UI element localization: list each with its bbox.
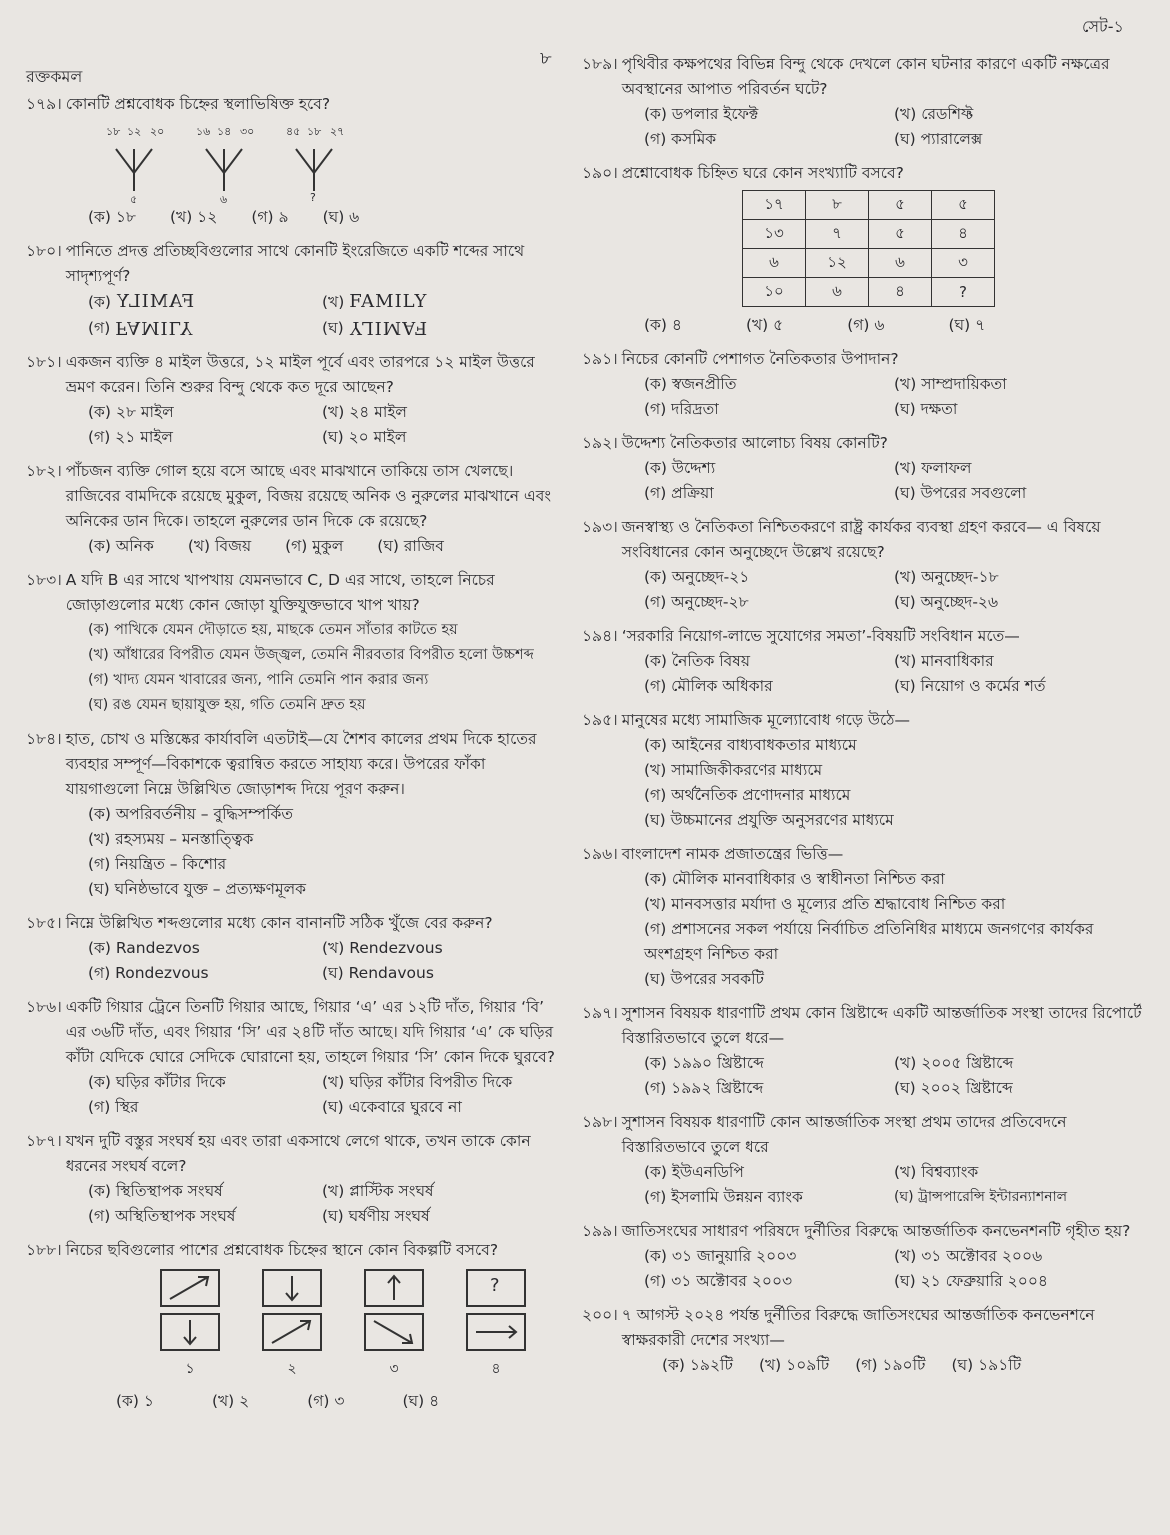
figure-option-3[interactable] (364, 1313, 424, 1351)
question-197 (582, 1001, 1144, 1101)
options (26, 289, 556, 341)
figure-label: ৪ (491, 1361, 501, 1377)
grid-cell: ৬ (869, 249, 932, 278)
question-number: ১৭৯। (26, 95, 62, 113)
question-193 (582, 515, 1144, 615)
option-kha[interactable]: (খ) মানবসত্তার মর্যাদা ও মূল্যের প্রতি শ্রদ্ধাবোধ নিশ্চিত করা (644, 895, 1006, 913)
option-gha[interactable]: (ঘ) ট্রান্সপারেন্সি ইন্টারন্যাশনাল (894, 1189, 1068, 1205)
option-ka[interactable]: (ক) অপরিবর্তনীয় – বুদ্ধিসম্পর্কিত (88, 805, 293, 823)
option-label: (ক) (88, 293, 111, 311)
options (26, 205, 556, 230)
option-ka[interactable]: (ক) ৪ (644, 316, 682, 334)
options (582, 372, 1144, 422)
question-number: ১৯৭। (582, 1004, 618, 1022)
option-ga[interactable]: (গ) ১৯০টি (855, 1356, 926, 1374)
question-200 (582, 1303, 1144, 1378)
figure-labels (26, 1357, 556, 1381)
question-number: ১৯৬। (582, 845, 618, 863)
option-ga[interactable]: (গ) কসমিক (644, 130, 717, 148)
grid-cell: ১০ (743, 278, 806, 307)
figure-sequence-row (26, 1269, 556, 1307)
option-gha[interactable]: (ঘ) ঘনিষ্ঠভাবে যুক্ত – প্রত্যক্ষণমূলক (88, 880, 306, 898)
option-gha[interactable]: (ঘ) ২১ ফেব্রুয়ারি ২০০৪ (894, 1272, 1048, 1290)
set-label: সেট-১ (1082, 17, 1124, 36)
question-192 (582, 431, 1144, 506)
options (26, 936, 556, 986)
question-text: মানুষের মধ্যে সামাজিক মূল্যোবোধ গড়ে উঠে— (621, 711, 910, 729)
question-195 (582, 708, 1144, 833)
option-ga[interactable]: (গ) অর্থনৈতিক প্রণোদনার মাধ্যমে (644, 786, 851, 804)
figure-question-mark (466, 1269, 526, 1307)
question-number: ১৮৪। (26, 730, 62, 748)
question-199 (582, 1219, 1144, 1294)
option-gha[interactable]: (ঘ) ৪ (402, 1392, 440, 1410)
mirrored-word: FAMILY (115, 291, 195, 312)
option-kha[interactable] (322, 289, 556, 315)
question-number: ১৮৬। (26, 998, 62, 1016)
left-column (26, 92, 556, 1423)
option-gha[interactable]: (ঘ) রঙ যেমন ছায়াযুক্ত হয়, গতি তেমনি দ্রুত হয় (88, 697, 366, 713)
option-gha[interactable]: (ঘ) দক্ষতা (894, 400, 958, 418)
option-ka[interactable]: (ক) অনিক (88, 537, 154, 555)
grid-row (743, 249, 995, 278)
question-180 (26, 239, 556, 341)
grid-row (743, 220, 995, 249)
question-text: ৭ আগস্ট ২০২৪ পর্যন্ত দুর্নীতির বিরুদ্ধে জাতিসংঘের আন্তর্জাতিক কনভেনশনে স্বাক্ষরকারী দেশের সংখ্যা— (621, 1306, 1095, 1349)
option-gha[interactable]: (ঘ) উপরের সবগুলো (894, 484, 1027, 502)
grid-cell: ৪ (932, 220, 995, 249)
tree-number: ১৮ (106, 125, 121, 138)
right-column (582, 52, 1144, 1387)
options (582, 1160, 1144, 1210)
options (26, 534, 556, 559)
option-ka[interactable]: (ক) পাখিকে যেমন দৌড়াতে হয়, মাছকে তেমন সাঁতার কাটতে হয় (88, 622, 458, 638)
option-ga[interactable]: (গ) মুকুল (285, 537, 344, 555)
question-text: পৃথিবীর কক্ষপথের বিভিন্ন বিন্দু থেকে দেখলে কোন ঘটনার কারণে একটি নক্ষত্রের অবস্থানের আপাত পরিবর্তন ঘটে? (621, 55, 1110, 98)
question-number: ১৯৪। (582, 627, 618, 645)
tree-number: ৩০ (240, 125, 255, 138)
option-gha[interactable]: (ঘ) উচ্চমানের প্রযুক্তি অনুসরণের মাধ্যমে (644, 811, 894, 829)
question-number: ১৯২। (582, 434, 618, 452)
option-ka[interactable]: (ক) স্থিতিস্থাপক সংঘর্ষ (88, 1182, 223, 1200)
number-grid (742, 190, 995, 307)
option-label: (গ) (88, 319, 111, 337)
option-kha[interactable]: (খ) ২ (211, 1392, 250, 1410)
question-186 (26, 995, 556, 1120)
tree-number: ১৬ (196, 125, 211, 138)
option-ka[interactable]: (ক) স্বজনপ্রীতি (644, 375, 737, 393)
option-ga[interactable]: (গ) অস্থিতিস্থাপক সংঘর্ষ (88, 1207, 236, 1225)
option-kha[interactable]: (খ) ঘড়ির কাঁটার বিপরীত দিকে (322, 1073, 513, 1091)
option-ka[interactable]: (ক) ইউএনডিপি (644, 1163, 744, 1181)
option-ga[interactable]: (গ) Rondezvous (88, 964, 209, 982)
option-kha[interactable]: (খ) ৫ (745, 316, 784, 334)
option-gha[interactable]: (ঘ) ২০ মাইল (322, 428, 407, 446)
question-text: যখন দুটি বস্তুর সংঘর্ষ হয় এবং তারা একসাথে লেগে থাকে, তখন তাকে কোন ধরনের সংঘর্ষ বলে? (65, 1132, 531, 1175)
question-198 (582, 1110, 1144, 1210)
options (582, 313, 1144, 338)
tree-number: ১৮ (307, 125, 322, 138)
question-187 (26, 1129, 556, 1229)
question-number: ১৮৩। (26, 571, 62, 589)
figure-option-2[interactable] (262, 1313, 322, 1351)
figure-diagonal-arrow (160, 1269, 220, 1307)
option-ga[interactable]: (গ) দরিদ্রতা (644, 400, 719, 418)
option-kha[interactable]: (খ) বিজয় (187, 537, 252, 555)
option-label: (ঘ) (322, 319, 344, 337)
page-number: ৮ (540, 48, 552, 69)
options (26, 1179, 556, 1229)
question-text: একটি গিয়ার ট্রেনে তিনটি গিয়ার আছে, গিয়ার ‘এ’ এর ১২টি দাঁত, গিয়ার ‘বি’ এর ৩৬টি দাঁত, এবং গিয়ার ‘সি’ এর ২৪টি দাঁত আছে। যদি গিয়ার ‘এ’ কে ঘড়ির কাঁটা যেদিকে ঘোরে সেদিকে ঘোরানো হয়, তাহলে গিয়ার ‘সি’ কোন দিকে ঘুরবে? (65, 998, 555, 1066)
option-ga[interactable]: (গ) প্রশাসনের সকল পর্যায়ে নির্বাচিত প্রতিনিধির মাধ্যমে জনগণের কার্যকর অংশগ্রহণ নিশ্চিত করা (644, 920, 1094, 963)
option-kha[interactable]: (খ) ২৪ মাইল (322, 403, 407, 421)
question-text: প্রশ্নোবোধক চিহ্নিত ঘরে কোন সংখ্যাটি বসবে? (621, 164, 904, 182)
option-gha[interactable]: (ঘ) অনুচ্ছেদ-২৬ (894, 593, 999, 611)
tree-number: ১৪ (217, 125, 232, 138)
question-number: ২০০। (582, 1306, 618, 1324)
grid-cell: ১৩ (743, 220, 806, 249)
question-number: ১৮১। (26, 353, 62, 371)
question-number: ১৮২। (26, 462, 62, 480)
question-number: ১৯১। (582, 350, 618, 368)
option-ka[interactable]: (ক) নৈতিক বিষয় (644, 652, 750, 670)
options (26, 802, 556, 902)
option-kha[interactable]: (খ) সামাজিকীকরণের মাধ্যমে (644, 761, 823, 779)
question-text: নিচের ছবিগুলোর পাশের প্রশ্নবোধক চিহ্নের স্থানে কোন বিকল্পটি বসবে? (65, 1241, 499, 1259)
option-ka[interactable]: (ক) অনুচ্ছেদ-২১ (644, 568, 750, 586)
grid-cell: ৭ (806, 220, 869, 249)
options (26, 400, 556, 450)
question-182 (26, 459, 556, 559)
option-gha[interactable]: (ঘ) রাজিব (377, 537, 444, 555)
option-ga[interactable]: (গ) ২১ মাইল (88, 428, 173, 446)
grid-cell: ৬ (743, 249, 806, 278)
option-ga[interactable]: (গ) স্থির (88, 1098, 139, 1116)
option-ga[interactable]: (গ) ৩১ অক্টোবর ২০০৩ (644, 1272, 793, 1290)
options (582, 565, 1144, 615)
question-number: ১৮৫। (26, 914, 62, 932)
tree-number: ? (310, 191, 316, 204)
option-gha[interactable]: (ঘ) ২০০২ খ্রিষ্টাব্দে (894, 1079, 1013, 1097)
option-kha[interactable]: (খ) প্লাস্টিক সংঘর্ষ (322, 1182, 434, 1200)
grid-cell: ৪ (869, 278, 932, 307)
option-label: (খ) (322, 293, 345, 311)
grid-cell: ৫ (932, 191, 995, 220)
question-text: কোনটি প্রশ্নবোধক চিহ্নের স্থলাভিষিক্ত হবে? (65, 95, 331, 113)
question-number: ১৯৫। (582, 711, 618, 729)
options (582, 733, 1144, 833)
question-190 (582, 161, 1144, 338)
question-185 (26, 911, 556, 986)
option-ga[interactable]: (গ) খাদ্য যেমন খাবারের জন্য, পানি তেমনি পান করার জন্য (88, 672, 429, 688)
options (582, 1244, 1144, 1294)
option-gha[interactable]: (ঘ) ৬ (322, 208, 360, 226)
grid-cell: ৮ (806, 191, 869, 220)
option-ka[interactable]: (ক) ১ (116, 1392, 154, 1410)
question-number: ১৯৮। (582, 1113, 618, 1131)
question-mark: ? (490, 1275, 500, 1296)
question-183 (26, 568, 556, 718)
question-189 (582, 52, 1144, 152)
tree-number: ২০ (150, 125, 165, 138)
figure-label: ১ (185, 1361, 195, 1377)
figure-option-1[interactable] (160, 1313, 220, 1351)
question-number: ১৮৯। (582, 55, 618, 73)
option-ka[interactable] (88, 289, 322, 315)
publisher-label: রক্তকমল (26, 67, 83, 86)
question-text: হাত, চোখ ও মস্তিষ্কের কার্যাবলি এতটাই—যে শৈশব কালের প্রথম দিকে হাতের ব্যবহার সম্পূর্ণ—বিকাশকে ত্বরান্বিত করতে সাহায্য করে। উপরের ফাঁকা যায়গাগুলো নিম্নে উল্লিখিত জোড়াশব্দ দিয়ে পূরণ করুন। (65, 730, 537, 798)
grid-cell: ? (932, 278, 995, 307)
option-gha[interactable] (322, 315, 556, 341)
question-191 (582, 347, 1144, 422)
options (582, 649, 1144, 699)
question-number: ১৮৮। (26, 1241, 62, 1259)
option-ka[interactable]: (ক) ২৮ মাইল (88, 403, 174, 421)
question-number: ১৯৩। (582, 518, 618, 536)
options (26, 618, 556, 718)
grid-cell: ৩ (932, 249, 995, 278)
question-number: ১৮৭। (26, 1132, 62, 1150)
grid-row (743, 278, 995, 307)
option-ka[interactable]: (ক) Randezvos (88, 939, 200, 957)
option-ga[interactable]: (গ) ৬ (847, 316, 885, 334)
question-text: নিচের কোনটি পেশাগত নৈতিকতার উপাদান? (621, 350, 899, 368)
options (26, 1070, 556, 1120)
tree-number: ৪৫ (286, 125, 301, 138)
grid-cell: ৫ (869, 220, 932, 249)
options (582, 102, 1144, 152)
option-ga[interactable]: (গ) অনুচ্ছেদ-২৮ (644, 593, 749, 611)
question-text: জনস্বাস্থ্য ও নৈতিকতা নিশ্চিতকরণে রাষ্ট্র কার্যকর ব্যবস্থা গ্রহণ করবে— এ বিষয়ে সংবিধানের কোন অনুচ্ছেদে উল্লেখ রয়েছে? (621, 518, 1101, 561)
option-ga[interactable]: (গ) ইসলামি উন্নয়ন ব্যাংক (644, 1188, 803, 1206)
option-gha[interactable]: (ঘ) ৭ (948, 316, 986, 334)
option-ka[interactable]: (ক) উদ্দেশ্য (644, 459, 716, 477)
option-ka[interactable]: (ক) ডপলার ইফেক্ট (644, 105, 759, 123)
options (26, 1389, 556, 1414)
question-179 (26, 92, 556, 230)
grid-cell: ১২ (806, 249, 869, 278)
option-ka[interactable]: (ক) ৩১ জানুয়ারি ২০০৩ (644, 1247, 797, 1265)
option-kha[interactable]: (খ) Rendezvous (322, 939, 443, 957)
question-text: উদ্দেশ্য নৈতিকতার আলোচ্য বিষয় কোনটি? (621, 434, 888, 452)
tree-number: ৬ (220, 193, 228, 206)
normal-word: FAMILY (349, 291, 428, 312)
option-gha[interactable]: (ঘ) নিয়োগ ও কর্মের শর্ত (894, 677, 1046, 695)
flipped-word: FAMILY (115, 317, 194, 338)
option-ga[interactable] (88, 315, 322, 341)
option-ga[interactable]: (গ) মৌলিক অধিকার (644, 677, 773, 695)
option-kha[interactable]: (খ) ফলাফল (894, 459, 972, 477)
option-gha[interactable]: (ঘ) ১৯১টি (951, 1356, 1022, 1374)
options (582, 456, 1144, 506)
tree-figure (86, 119, 556, 206)
option-kha[interactable]: (খ) বিশ্বব্যাংক (894, 1163, 979, 1181)
figure-label: ৩ (389, 1361, 399, 1377)
question-188 (26, 1238, 556, 1414)
figure-up-arrow (364, 1269, 424, 1307)
option-gha[interactable]: (ঘ) Rendavous (322, 964, 434, 982)
option-ka[interactable]: (ক) মৌলিক মানবাধিকার ও স্বাধীনতা নিশ্চিত করা (644, 870, 945, 888)
option-kha[interactable]: (খ) ১২ (169, 208, 218, 226)
question-text: পাঁচজন ব্যক্তি গোল হয়ে বসে আছে এবং মাঝখানে তাকিয়ে তাস খেলছে। রাজিবের বামদিকে রয়েছে মুকুল, বিজয় রয়েছে অনিক ও নুরুলের মাঝখানে এবং অনিকের ডান দিকে। তাহলে নুরুলের ডান দিকে কে রয়েছে? (65, 462, 551, 530)
question-text: A যদি B এর সাথে খাপখায় যেমনভাবে C, D এর সাথে, তাহলে নিচের জোড়াগুলোর মধ্যে কোন জোড়া যুক্তিযুক্তভাবে খাপ খায়? (65, 571, 495, 614)
question-text: পানিতে প্রদত্ত প্রতিচ্ছবিগুলোর সাথে কোনটি ইংরেজিতে একটি শব্দের সাথে সাদৃশ্যপূর্ণ? (65, 242, 525, 285)
option-ka[interactable]: (ক) ১৯২টি (662, 1356, 733, 1374)
option-kha[interactable]: (খ) ১০৯টি (758, 1356, 830, 1374)
grid-row (743, 191, 995, 220)
figure-down-arrow (262, 1269, 322, 1307)
rotated-word: FAMILY (348, 317, 427, 338)
option-ga[interactable]: (গ) ৯ (251, 208, 289, 226)
option-ga[interactable]: (গ) প্রক্রিয়া (644, 484, 714, 502)
question-181 (26, 350, 556, 450)
question-text: সুশাসন বিষয়ক ধারণাটি কোন আন্তর্জাতিক সংস্থা প্রথম তাদের প্রতিবেদনে বিস্তারিতভাবে তুলে ধরে (621, 1113, 1067, 1156)
figure-option-4[interactable] (466, 1313, 526, 1351)
option-gha[interactable]: (ঘ) প্যারালেক্স (894, 130, 983, 148)
question-text: একজন ব্যক্তি ৪ মাইল উত্তরে, ১২ মাইল পূর্বে এবং তারপরে ১২ মাইল উত্তরে ভ্রমণ করেন। তিনি শুরুর বিন্দু থেকে কত দূরে আছেন? (65, 353, 535, 396)
option-ka[interactable]: (ক) ১৮ (88, 208, 136, 226)
option-ga[interactable]: (গ) ৩ (307, 1392, 345, 1410)
options (582, 1051, 1144, 1101)
option-kha[interactable]: (খ) মানবাধিকার (894, 652, 994, 670)
question-196 (582, 842, 1144, 992)
option-kha[interactable]: (খ) রেডশিফ্ট (894, 105, 974, 123)
option-ga[interactable]: (গ) ১৯৯২ খ্রিষ্টাব্দে (644, 1079, 764, 1097)
figure-options-row (26, 1313, 556, 1351)
question-text: জাতিসংঘের সাধারণ পরিষদে দুর্নীতির বিরুদ্ধে আন্তর্জাতিক কনভেনশনটি গৃহীত হয়? (621, 1222, 1131, 1240)
option-kha[interactable]: (খ) আঁধারের বিপরীত যেমন উজ্জ্বল, তেমনি নীরবতার বিপরীত হলো উচ্চশব্দ (88, 647, 534, 663)
question-number: ১৮০। (26, 242, 62, 260)
grid-cell: ৬ (806, 278, 869, 307)
tree-number: ১২ (127, 125, 142, 138)
grid-cell: ১৭ (743, 191, 806, 220)
options (582, 1353, 1144, 1378)
question-number: ১৯৯। (582, 1222, 618, 1240)
grid-cell: ৫ (869, 191, 932, 220)
option-kha[interactable]: (খ) সাম্প্রদায়িকতা (894, 375, 1007, 393)
option-kha[interactable]: (খ) রহস্যময় – মনস্তাত্ত্বিক (88, 830, 254, 848)
question-text: ‘সরকারি নিয়োগ-লাভে সুযোগের সমতা’-বিষয়টি সংবিধান মতে— (621, 627, 1020, 645)
question-text: নিম্নে উল্লিখিত শব্দগুলোর মধ্যে কোন বানানটি সঠিক খুঁজে বের করুন? (65, 914, 493, 932)
question-text: সুশাসন বিষয়ক ধারণাটি প্রথম কোন খ্রিষ্টাব্দে একটি আন্তর্জাতিক সংস্থা তাদের রিপোর্টে বিস্তারিতভাবে তুলে ধরে— (621, 1004, 1142, 1047)
option-kha[interactable]: (খ) ২০০৫ খ্রিষ্টাব্দে (894, 1054, 1014, 1072)
option-ga[interactable]: (গ) নিয়ন্ত্রিত – কিশোর (88, 855, 227, 873)
option-ka[interactable]: (ক) ঘড়ির কাঁটার দিকে (88, 1073, 226, 1091)
option-kha[interactable]: (খ) অনুচ্ছেদ-১৮ (894, 568, 999, 586)
option-gha[interactable]: (ঘ) ঘর্ষণীয় সংঘর্ষ (322, 1207, 430, 1225)
option-gha[interactable]: (ঘ) একেবারে ঘুরবে না (322, 1098, 462, 1116)
question-184 (26, 727, 556, 902)
option-kha[interactable]: (খ) ৩১ অক্টোবর ২০০৬ (894, 1247, 1043, 1265)
question-number: ১৯০। (582, 164, 618, 182)
question-194 (582, 624, 1144, 699)
figure-label: ২ (287, 1361, 297, 1377)
options (582, 867, 1144, 992)
tree-number: ২৭ (330, 125, 345, 138)
tree-number: ৫ (130, 193, 138, 206)
option-ka[interactable]: (ক) আইনের বাধ্যবাধকতার মাধ্যমে (644, 736, 857, 754)
question-text: বাংলাদেশ নামক প্রজাতন্ত্রের ভিত্তি— (621, 845, 844, 863)
option-gha[interactable]: (ঘ) উপরের সবকটি (644, 970, 764, 988)
option-ka[interactable]: (ক) ১৯৯০ খ্রিষ্টাব্দে (644, 1054, 764, 1072)
